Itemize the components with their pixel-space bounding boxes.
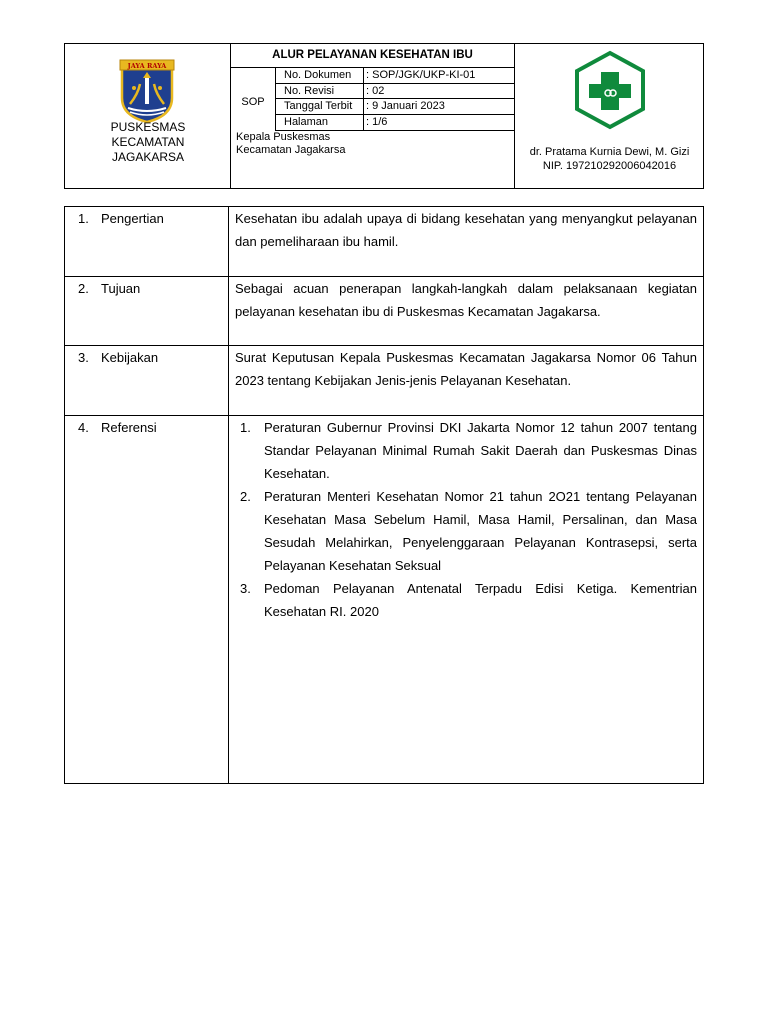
sop-content-table (64, 206, 704, 784)
reference-item (235, 416, 697, 485)
document-meta-table (275, 68, 514, 131)
reference-item (235, 577, 697, 623)
section-number: 1. (78, 211, 89, 226)
reference-list (235, 416, 697, 623)
svg-text:JAYA RAYA: JAYA RAYA (127, 62, 167, 70)
meta-key: Halaman (276, 115, 364, 131)
section-title: Referensi (101, 420, 157, 435)
meta-value: : 1/6 (366, 115, 388, 128)
approver-line: Kecamatan Jagakarsa (236, 144, 346, 156)
section-tujuan (65, 277, 703, 346)
meta-row (276, 115, 514, 131)
section-pengertian (65, 207, 703, 277)
meta-value: : 9 Januari 2023 (366, 100, 445, 112)
meta-key: No. Revisi (276, 84, 364, 99)
section-kebijakan (65, 346, 703, 416)
section-text: Sebagai acuan penerapan langkah-langkah dalam pelaksanaan kegiatan pelayanan kesehatan ibu di Puskesmas Kecamatan Jagakarsa. (235, 281, 697, 319)
approver-title (236, 131, 345, 157)
section-title: Kebijakan (101, 350, 159, 365)
jakarta-emblem-icon (118, 58, 176, 124)
meta-value: : SOP/JGK/UKP-KI-01 (366, 69, 476, 81)
org-line: PUSKESMAS (110, 120, 186, 134)
section-referensi (65, 416, 703, 783)
section-number: 2. (78, 281, 89, 296)
organization-name (65, 120, 231, 165)
signatory (515, 145, 704, 173)
reference-number: 2. (240, 489, 251, 504)
header-signature-cell (514, 44, 703, 188)
reference-number: 1. (240, 420, 251, 435)
section-number: 3. (78, 350, 89, 365)
document-header (64, 43, 704, 189)
section-text: Kesehatan ibu adalah upaya di bidang kesehatan yang menyangkut pelayanan dan pemeliharaan ibu hamil. (235, 211, 697, 249)
sop-label: SOP (241, 96, 265, 108)
section-title: Tujuan (101, 281, 141, 296)
meta-key: Tanggal Terbit (276, 99, 364, 114)
org-line: JAGAKARSA (111, 150, 185, 164)
section-number: 4. (78, 420, 89, 435)
reference-text: Peraturan Menteri Kesehatan Nomor 21 tahun 2O21 tentang Pelayanan Kesehatan Masa Sebelum Hamil, Masa Hamil, Persalinan, dan Masa Sesudah Melahirkan, Penyelenggaraan Pelayanan Kontrasepsi, serta Pelayanan Kesehatan Seksual (264, 489, 697, 573)
section-label (65, 416, 229, 783)
section-label (65, 277, 229, 345)
section-label (65, 346, 229, 415)
section-title: Pengertian (101, 211, 164, 226)
reference-text: Peraturan Gubernur Provinsi DKI Jakarta Nomor 12 tahun 2007 tentang Standar Pelayanan Minimal Rumah Sakit Daerah dan Puskesmas Dinas Kesehatan. (264, 420, 697, 481)
reference-text: Pedoman Pelayanan Antenatal Terpadu Edisi Ketiga. Kementrian Kesehatan RI. 2020 (264, 581, 697, 619)
document-title: ALUR PELAYANAN KESEHATAN IBU (231, 44, 514, 68)
section-label (65, 207, 229, 276)
reference-number: 3. (240, 581, 251, 596)
meta-key: No. Dokumen (276, 68, 364, 83)
org-line: KECAMATAN (111, 135, 185, 149)
meta-row (276, 99, 514, 115)
signatory-nip: NIP. 197210292006042016 (542, 160, 677, 172)
reference-list-wrapper (235, 416, 697, 623)
reference-item (235, 485, 697, 577)
puskesmas-logo-icon (573, 50, 647, 130)
signatory-name: dr. Pratama Kurnia Dewi, M. Gizi (529, 146, 690, 158)
header-org-cell (65, 44, 231, 188)
section-text: Surat Keputusan Kepala Puskesmas Kecamatan Jagakarsa Nomor 06 Tahun 2023 tentang Kebijakan Jenis-jenis Pelayanan Kesehatan. (235, 350, 697, 388)
meta-row (276, 68, 514, 84)
meta-row (276, 84, 514, 100)
meta-value: : 02 (366, 84, 385, 97)
approver-line: Kepala Puskesmas (236, 131, 331, 143)
